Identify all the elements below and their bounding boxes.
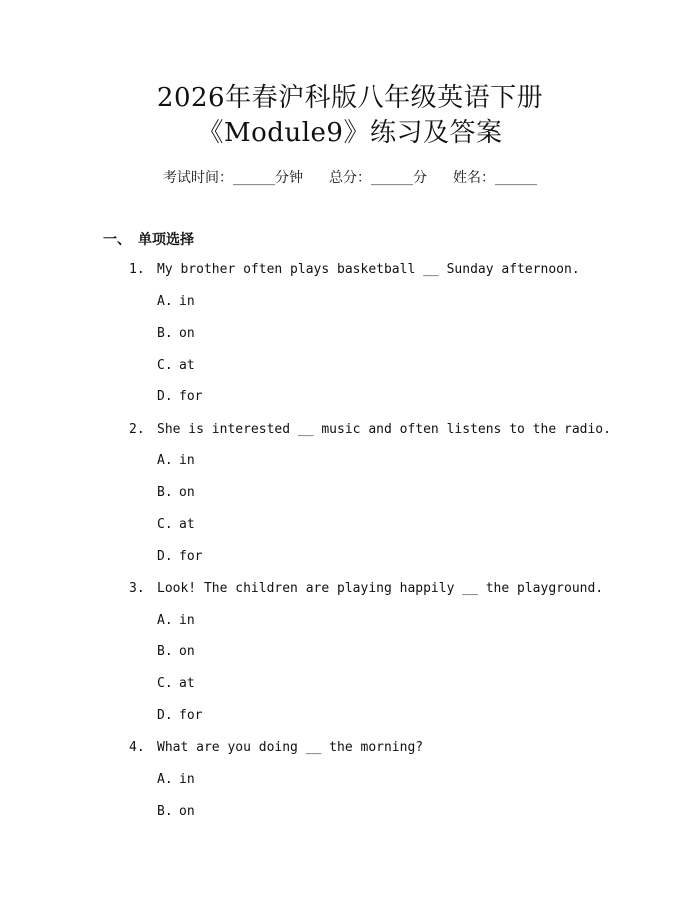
option-text: for	[179, 389, 203, 404]
option-text: for	[179, 549, 203, 564]
option-text: at	[179, 517, 195, 532]
question-4	[129, 739, 423, 757]
question-4-option-b	[157, 803, 195, 821]
question-2-option-a	[157, 452, 195, 470]
option-text: on	[179, 326, 195, 341]
option-letter: B.	[157, 644, 173, 659]
option-letter: C.	[157, 517, 173, 532]
option-text: in	[179, 772, 195, 787]
option-text: in	[179, 613, 195, 628]
question-1	[129, 261, 580, 279]
question-text: What are you doing __ the morning?	[157, 740, 424, 755]
option-text: for	[179, 708, 203, 723]
option-letter: A.	[157, 453, 173, 468]
section-title: 单项选择	[138, 232, 194, 248]
option-letter: A.	[157, 772, 173, 787]
option-letter: B.	[157, 485, 173, 500]
option-letter: A.	[157, 613, 173, 628]
question-number: 2.	[129, 422, 145, 437]
question-3-option-b	[157, 643, 195, 661]
document-title-line-1: 2026年春沪科版八年级英语下册	[156, 83, 544, 113]
option-letter: D.	[157, 708, 173, 723]
option-text: on	[179, 804, 195, 819]
exam-info-row	[0, 168, 700, 188]
question-3-option-c	[157, 675, 195, 693]
section-number: 一、	[103, 232, 131, 248]
option-letter: D.	[157, 389, 173, 404]
name-field: 姓名：______	[453, 170, 537, 186]
section-heading	[103, 230, 194, 250]
total-score-field: 总分：______分	[329, 170, 427, 186]
question-2-option-c	[157, 516, 195, 534]
question-1-option-b	[157, 325, 195, 343]
document-title-line-2: 《Module9》练习及答案	[197, 118, 503, 148]
exam-time-field: 考试时间：______分钟	[163, 170, 303, 186]
question-2-option-b	[157, 484, 195, 502]
option-letter: B.	[157, 326, 173, 341]
question-1-option-a	[157, 293, 195, 311]
question-3	[129, 580, 603, 598]
option-text: in	[179, 453, 195, 468]
question-2-option-d	[157, 548, 202, 566]
question-text: My brother often plays basketball __ Sunday afternoon.	[157, 262, 580, 277]
question-1-option-d	[157, 388, 202, 406]
question-number: 3.	[129, 581, 145, 596]
option-text: at	[179, 676, 195, 691]
option-text: on	[179, 644, 195, 659]
question-2	[129, 421, 611, 439]
option-letter: C.	[157, 676, 173, 691]
option-text: in	[179, 294, 195, 309]
option-letter: C.	[157, 358, 173, 373]
option-text: at	[179, 358, 195, 373]
question-number: 1.	[129, 262, 145, 277]
question-text: She is interested __ music and often listens to the radio.	[157, 422, 611, 437]
question-3-option-a	[157, 612, 195, 630]
question-text: Look! The children are playing happily __ the playground.	[157, 581, 604, 596]
option-letter: A.	[157, 294, 173, 309]
question-4-option-a	[157, 771, 195, 789]
question-number: 4.	[129, 740, 145, 755]
option-letter: D.	[157, 549, 173, 564]
question-3-option-d	[157, 707, 202, 725]
option-letter: B.	[157, 804, 173, 819]
option-text: on	[179, 485, 195, 500]
question-1-option-c	[157, 357, 195, 375]
